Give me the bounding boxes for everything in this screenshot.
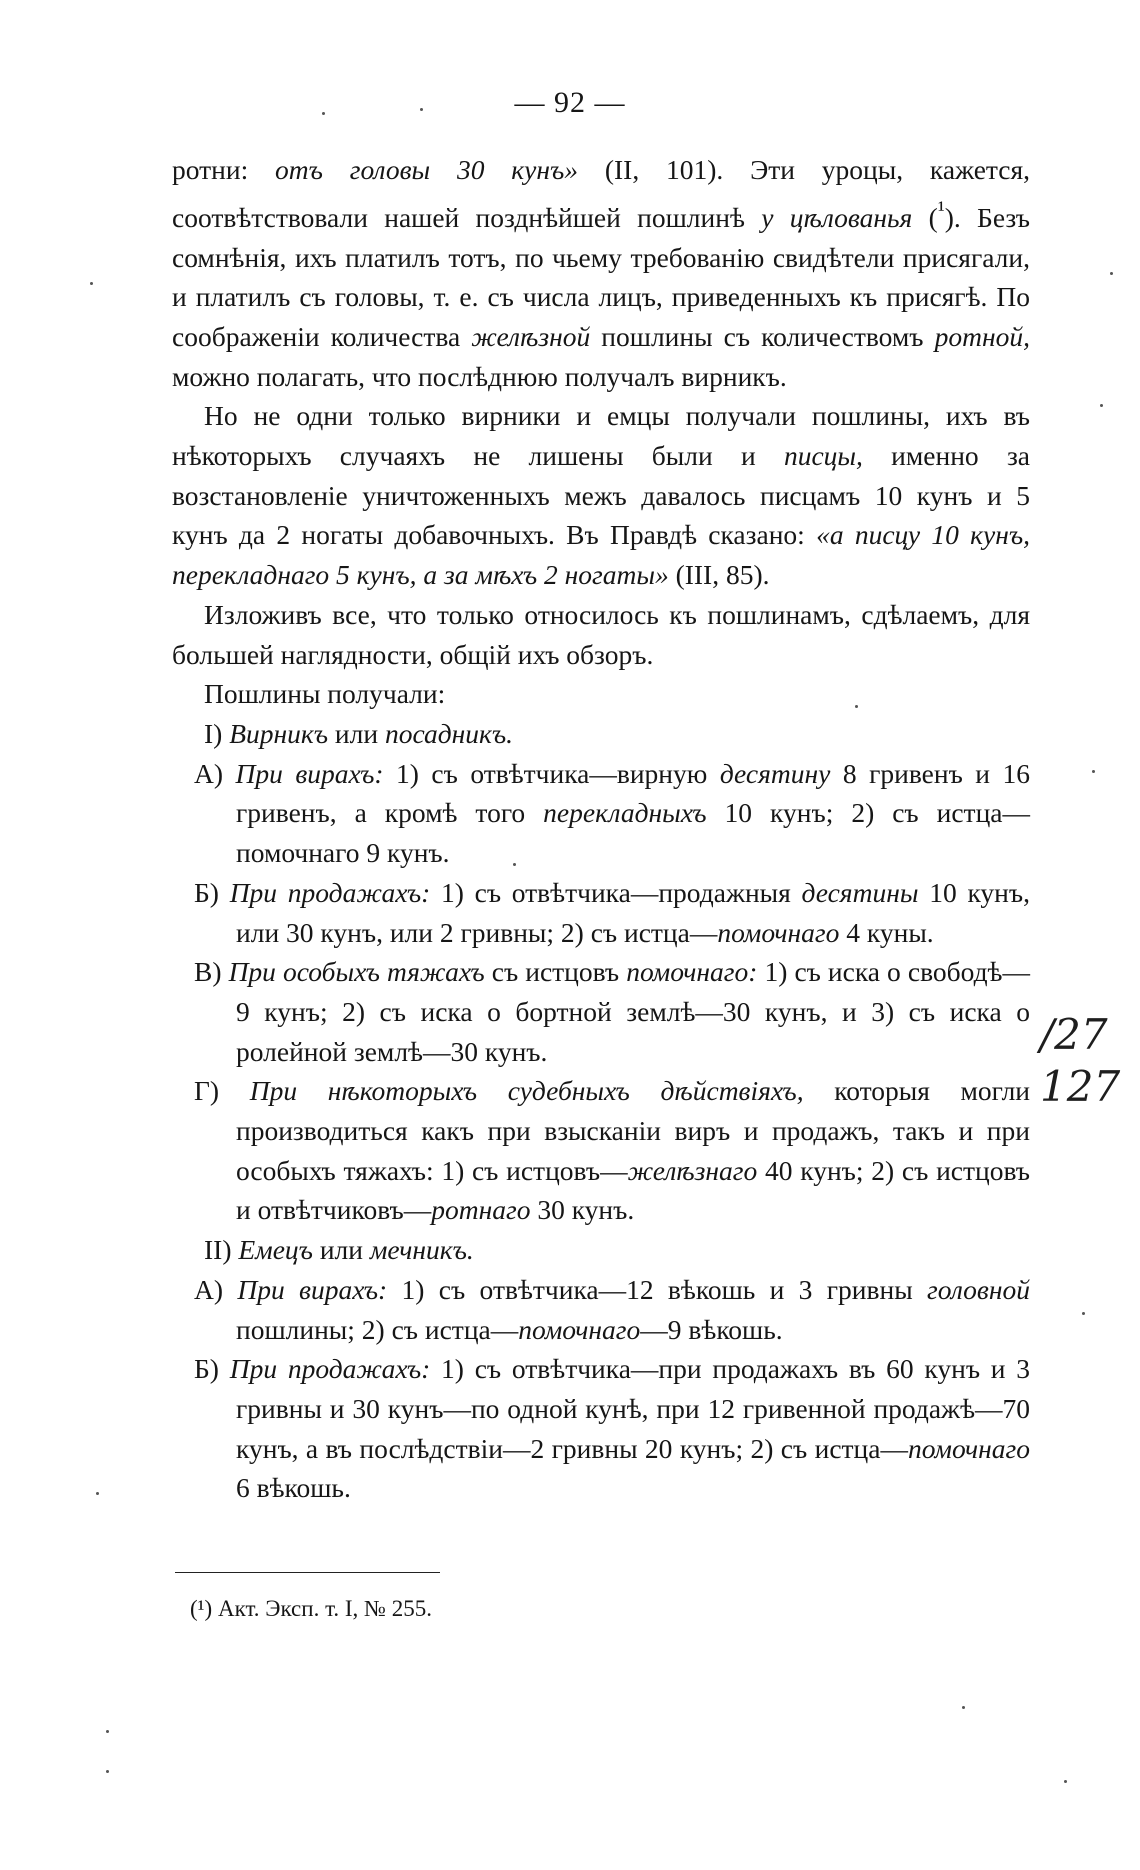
text-run: Но не одни только вирники и емцы получали пошлины, ихъ въ нѣкоторыхъ случаяхъ не лишены были и bbox=[172, 400, 1030, 472]
scan-speck bbox=[420, 108, 423, 111]
text-run: 10 кунъ; 2) съ истца—помочнаго 9 кунъ. bbox=[236, 797, 1030, 869]
italic-term: желѣзнаго bbox=[627, 1154, 758, 1186]
italic-term: желѣзной bbox=[471, 320, 591, 352]
text-run: 1) съ иска о свободѣ—9 кунъ; 2) съ иска о бортной землѣ—30 кунъ, и 3) съ иска о ролейной землѣ—30 кунъ. bbox=[236, 956, 1030, 1067]
footnote-ref: ¹ bbox=[937, 196, 945, 222]
italic-term: отъ головы 30 кунъ» bbox=[275, 154, 579, 185]
text-run: которыя могли производиться какъ при взысканіи виръ и продажъ, такъ и при особыхъ тяжахъ: 1) съ истцовъ— bbox=[236, 1075, 1031, 1186]
text-run: 1) съ отвѣтчика—продажныя bbox=[430, 876, 802, 908]
margin-annotation: /27 bbox=[1040, 1010, 1108, 1059]
scan-speck bbox=[1092, 770, 1095, 773]
italic-term: писцы, bbox=[783, 440, 863, 472]
scan-speck bbox=[96, 1492, 99, 1495]
italic-term: Емецъ bbox=[238, 1234, 313, 1266]
paragraph bbox=[172, 396, 1030, 595]
scan-speck bbox=[962, 1706, 965, 1709]
scan-speck bbox=[106, 1770, 109, 1773]
text-run: 40 кунъ; 2) съ истцовъ и отвѣтчиковъ— bbox=[236, 1154, 1030, 1226]
list-subitem bbox=[172, 873, 1030, 952]
scan-speck bbox=[322, 112, 325, 115]
text-run: 8 гривенъ и 16 гривенъ, а кромѣ того bbox=[236, 757, 1030, 829]
paragraph bbox=[172, 595, 1030, 674]
scan-speck bbox=[106, 1730, 109, 1733]
footnote: (¹) Акт. Эксп. т. I, № 255. bbox=[190, 1596, 432, 1621]
text-run: Изложивъ все, что только относилось къ пошлинамъ, сдѣлаемъ, для большей наглядности, общій ихъ обзоръ. bbox=[172, 598, 1030, 670]
text-run: пошлины; 2) съ истца— bbox=[236, 1313, 519, 1345]
scan-speck bbox=[90, 282, 93, 285]
text-run: Б) bbox=[194, 1353, 230, 1385]
italic-term: перекладныхъ bbox=[543, 797, 707, 829]
italic-term: головной bbox=[927, 1273, 1030, 1305]
text-run: 10 кунъ, или 30 кунъ, или 2 гривны; 2) съ истца— bbox=[236, 876, 1030, 948]
text-run: (II, 101). Эти уроцы, кажется, соотвѣтствовали нашей позднѣйшей пошлинѣ bbox=[172, 154, 1030, 233]
text-run: (III, 85). bbox=[668, 559, 770, 591]
italic-term: мечникъ. bbox=[369, 1234, 474, 1266]
text-run: А) bbox=[194, 1273, 238, 1305]
italic-term: Вирникъ bbox=[229, 718, 329, 749]
text-run: 1) съ отвѣтчика—вирную bbox=[383, 757, 720, 789]
text-run: 4 куны. bbox=[839, 916, 934, 948]
italic-term: посадникъ. bbox=[384, 718, 514, 749]
italic-term: помочнаго bbox=[717, 916, 840, 948]
italic-term: При продажахъ: bbox=[229, 876, 431, 908]
list-subitem bbox=[172, 1270, 1030, 1349]
text-run: ). Безъ сомнѣнія, ихъ платилъ тотъ, по чьему требованію свидѣтели присягали, и платилъ съ головы, т. е. съ числа лицъ, приведенныхъ къ присягѣ. По соображеніи количества bbox=[172, 201, 1030, 352]
body-text bbox=[172, 150, 1030, 1508]
text-run: II) bbox=[204, 1234, 239, 1266]
text-run: В) bbox=[194, 956, 229, 988]
italic-term: помочнаго: bbox=[626, 956, 758, 988]
text-run: 1) съ отвѣтчика—12 вѣкошь и 3 гривны bbox=[387, 1273, 928, 1305]
text-run: 1) съ отвѣтчика—при продажахъ въ 60 кунъ и 3 гривны и 30 кунъ—по одной кунѣ, при 12 гривенной продажѣ—70 кунъ, а въ послѣдствіи—2 гривны 20 кунъ; 2) съ истца— bbox=[236, 1353, 1031, 1464]
text-run: Пошлины получали: bbox=[204, 678, 446, 710]
text-run: 30 кунъ. bbox=[530, 1194, 635, 1226]
italic-term: При вирахъ: bbox=[237, 1273, 388, 1305]
text-run: —9 вѣкошь. bbox=[640, 1313, 783, 1345]
italic-term: помочнаго bbox=[907, 1432, 1030, 1464]
scan-speck bbox=[1064, 1780, 1067, 1783]
italic-term: у цѣлованья bbox=[761, 201, 913, 233]
text-run: пошлины съ количествомъ bbox=[590, 320, 935, 352]
italic-term: «а писцу 10 кунъ, перекладнаго 5 кунъ, а за мѣхъ 2 ногаты» bbox=[172, 519, 1030, 591]
list-heading bbox=[172, 714, 1030, 754]
scan-speck bbox=[513, 863, 516, 866]
text-run: Г) bbox=[194, 1075, 250, 1107]
text-run: ротни: bbox=[172, 154, 276, 185]
text-run: А) bbox=[194, 757, 236, 789]
italic-term: ротнаго bbox=[431, 1194, 531, 1226]
text-run: можно полагать, что послѣднюю получалъ вирникъ. bbox=[172, 360, 787, 392]
paragraph bbox=[172, 674, 1030, 714]
list-subitem bbox=[172, 1071, 1030, 1230]
text-run: или bbox=[328, 718, 385, 749]
list-subitem bbox=[172, 952, 1030, 1071]
text-run: ( bbox=[912, 201, 938, 233]
italic-term: ротной, bbox=[934, 320, 1030, 352]
italic-term: помочнаго bbox=[518, 1313, 641, 1345]
margin-annotation: 127 bbox=[1040, 1062, 1121, 1111]
list-heading bbox=[172, 1230, 1030, 1270]
text-run: I) bbox=[204, 718, 230, 749]
scan-speck bbox=[1082, 1312, 1085, 1315]
text-run: 6 вѣкошь. bbox=[236, 1472, 351, 1504]
footnote-divider bbox=[175, 1572, 440, 1573]
paragraph bbox=[172, 150, 1030, 396]
scan-speck bbox=[855, 705, 858, 708]
text-run: съ истцовъ bbox=[484, 956, 627, 988]
italic-term: десятины bbox=[801, 876, 919, 908]
italic-term: При особыхъ тяжахъ bbox=[228, 956, 485, 988]
page-number: — 92 — bbox=[514, 86, 626, 119]
italic-term: При вирахъ: bbox=[235, 757, 384, 789]
text-run: Б) bbox=[194, 876, 230, 908]
scan-speck bbox=[1100, 404, 1103, 407]
italic-term: При нѣкоторыхъ судебныхъ дѣйствіяхъ, bbox=[249, 1075, 804, 1107]
list-subitem bbox=[172, 1349, 1030, 1508]
text-run: именно за возстановленіе уничтоженныхъ межъ давалось писцамъ 10 кунъ и 5 кунъ да 2 ногаты добавочныхъ. Въ Правдѣ сказано: bbox=[172, 440, 1031, 551]
text-run: или bbox=[312, 1234, 370, 1266]
scan-speck bbox=[1110, 272, 1113, 275]
italic-term: При продажахъ: bbox=[229, 1353, 431, 1385]
italic-term: десятину bbox=[719, 757, 831, 789]
list-subitem bbox=[172, 754, 1030, 873]
